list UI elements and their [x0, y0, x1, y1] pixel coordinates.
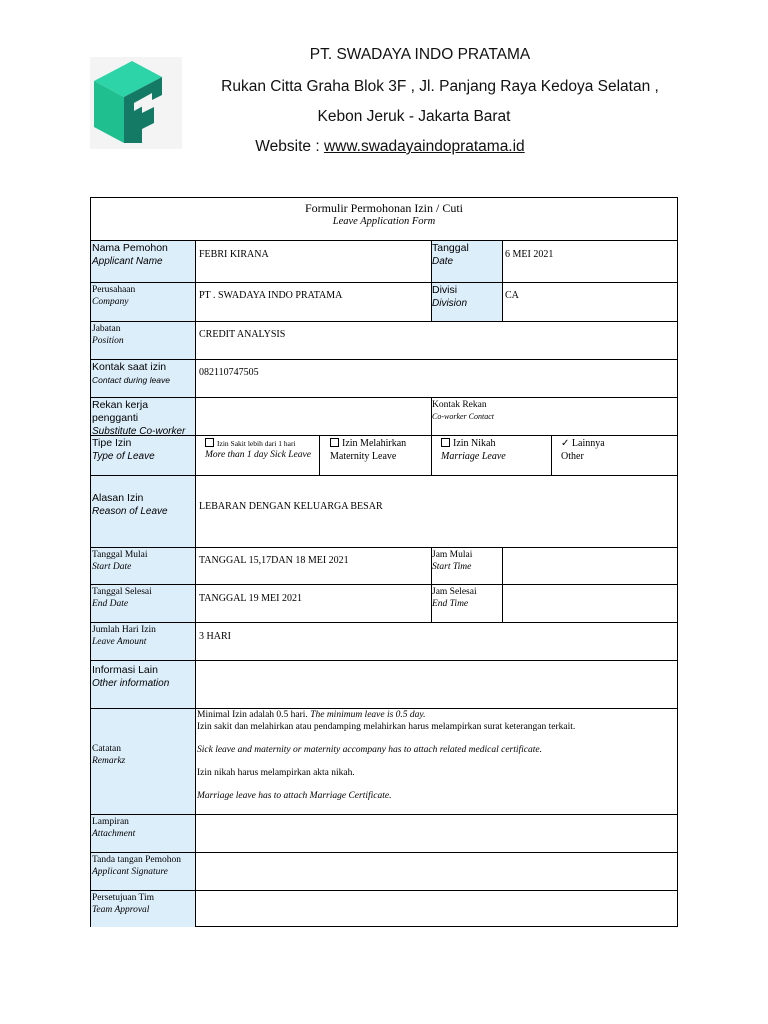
website-line [130, 138, 650, 156]
leave-application-form [90, 197, 678, 927]
company-field[interactable]: PT . SWADAYA INDO PRATAMA [199, 290, 343, 301]
remarks-line-1: Minimal Izin adalah 0.5 hari. The minimum leave is 0.5 day. [197, 710, 426, 720]
signature-field[interactable] [199, 856, 669, 886]
row-divider [91, 321, 677, 322]
remarks-label: Catatan Remarkz [92, 744, 126, 766]
substitute-label: Rekan kerja pengganti Substitute Co-worker [92, 399, 186, 437]
checkbox-icon[interactable] [205, 438, 214, 447]
end-time-field[interactable] [505, 593, 675, 613]
form-title-en: Leave Application Form [332, 216, 436, 227]
col-divider [502, 240, 503, 321]
remarks-line-5: Marriage leave has to attach Marriage Certificate. [197, 791, 392, 801]
leave-option-other[interactable]: ✓ Lainnya Other [561, 438, 605, 462]
website-label: Website : [255, 138, 324, 155]
address-line-1: Rukan Citta Graha Blok 3F , Jl. Panjang Raya Kedoya Selatan , [221, 78, 659, 95]
row-divider [91, 547, 677, 548]
end-time-label: Jam Selesai End Time [432, 587, 477, 609]
address-line-2: Kebon Jeruk - Jakarta Barat [317, 108, 511, 125]
company-name: PT. SWADAYA INDO PRATAMA [309, 46, 531, 63]
division-field[interactable]: CA [505, 290, 519, 301]
approval-field[interactable] [199, 894, 669, 924]
contact-field[interactable]: 082110747505 [199, 367, 259, 378]
row-divider [91, 814, 677, 815]
remarks-content [197, 709, 675, 802]
leave-option-maternity[interactable]: Izin Melahirkan Maternity Leave [330, 438, 407, 462]
applicant-name-field[interactable]: FEBRI KIRANA [199, 249, 269, 260]
coworker-contact-field[interactable] [505, 405, 675, 425]
signature-label: Tanda tangan Pemohon Applicant Signature [92, 855, 182, 877]
approval-label: Persetujuan Tim Team Approval [92, 893, 155, 915]
applicant-name-label: Nama Pemohon Applicant Name [92, 242, 168, 267]
date-field[interactable]: 6 MEI 2021 [505, 249, 554, 260]
other-info-label: Informasi Lain Other information [92, 664, 170, 689]
date-label: Tanggal Date [432, 242, 469, 267]
division-label: Divisi Division [432, 284, 468, 309]
start-time-field[interactable] [505, 555, 675, 575]
end-date-field[interactable]: TANGGAL 19 MEI 2021 [199, 593, 302, 604]
row-divider [91, 852, 677, 853]
remarks-line-3: Sick leave and maternity or maternity accompany has to attach related medical certificate. [197, 745, 542, 755]
leave-amount-field[interactable]: 3 HARI [199, 631, 231, 642]
start-time-label: Jam Mulai Start Time [432, 550, 473, 572]
start-date-field[interactable]: TANGGAL 15,17DAN 18 MEI 2021 [199, 555, 349, 566]
row-divider [91, 359, 677, 360]
attachment-field[interactable] [199, 818, 669, 848]
remarks-line-4: Izin nikah harus melampirkan akta nikah. [197, 768, 355, 778]
row-divider [91, 622, 677, 623]
website-link[interactable]: www.swadayaindopratama.id [323, 138, 525, 155]
coworker-contact-label: Kontak Rekan Co-worker Contact [432, 400, 494, 421]
row-divider [91, 397, 677, 398]
contact-label: Kontak saat izin Contact during leave [92, 361, 170, 385]
row-divider [91, 584, 677, 585]
check-mark-icon[interactable]: ✓ [561, 438, 570, 449]
form-title: Formulir Permohonan Izin / Cuti [305, 201, 463, 215]
row-divider [91, 475, 677, 476]
col-divider [431, 435, 432, 475]
leave-option-sick[interactable]: Izin Sakit lebih dari 1 hari More than 1 day Sick Leave [205, 439, 311, 460]
position-label: Jabatan Position [92, 324, 124, 346]
remarks-line-2: Izin sakit dan melahirkan atau pendamping melahirkan harus melampirkan surat keterangan terkait. [197, 722, 576, 732]
other-info-field[interactable] [199, 670, 669, 700]
end-date-label: Tanggal Selesai End Date [92, 587, 152, 609]
row-divider [91, 890, 677, 891]
col-divider [319, 435, 320, 475]
leave-type-label: Tipe Izin Type of Leave [92, 437, 155, 462]
row-divider [91, 282, 677, 283]
leave-amount-label: Jumlah Hari Izin Leave Amount [92, 625, 156, 647]
company-logo [90, 57, 182, 149]
substitute-field[interactable] [199, 405, 429, 425]
checkbox-icon[interactable] [441, 438, 450, 447]
company-label: Perusahaan Company [92, 285, 136, 307]
reason-label: Alasan Izin Reason of Leave [92, 492, 168, 517]
position-field[interactable]: CREDIT ANALYSIS [199, 329, 286, 340]
checkbox-icon[interactable] [330, 438, 339, 447]
col-divider [502, 547, 503, 622]
col-divider [551, 435, 552, 475]
row-divider [91, 240, 677, 241]
leave-option-marriage[interactable]: Izin Nikah Marriage Leave [441, 438, 506, 462]
reason-field[interactable]: LEBARAN DENGAN KELUARGA BESAR [199, 501, 383, 512]
attachment-label: Lampiran Attachment [92, 817, 136, 839]
row-divider [91, 660, 677, 661]
start-date-label: Tanggal Mulai Start Date [92, 550, 148, 572]
